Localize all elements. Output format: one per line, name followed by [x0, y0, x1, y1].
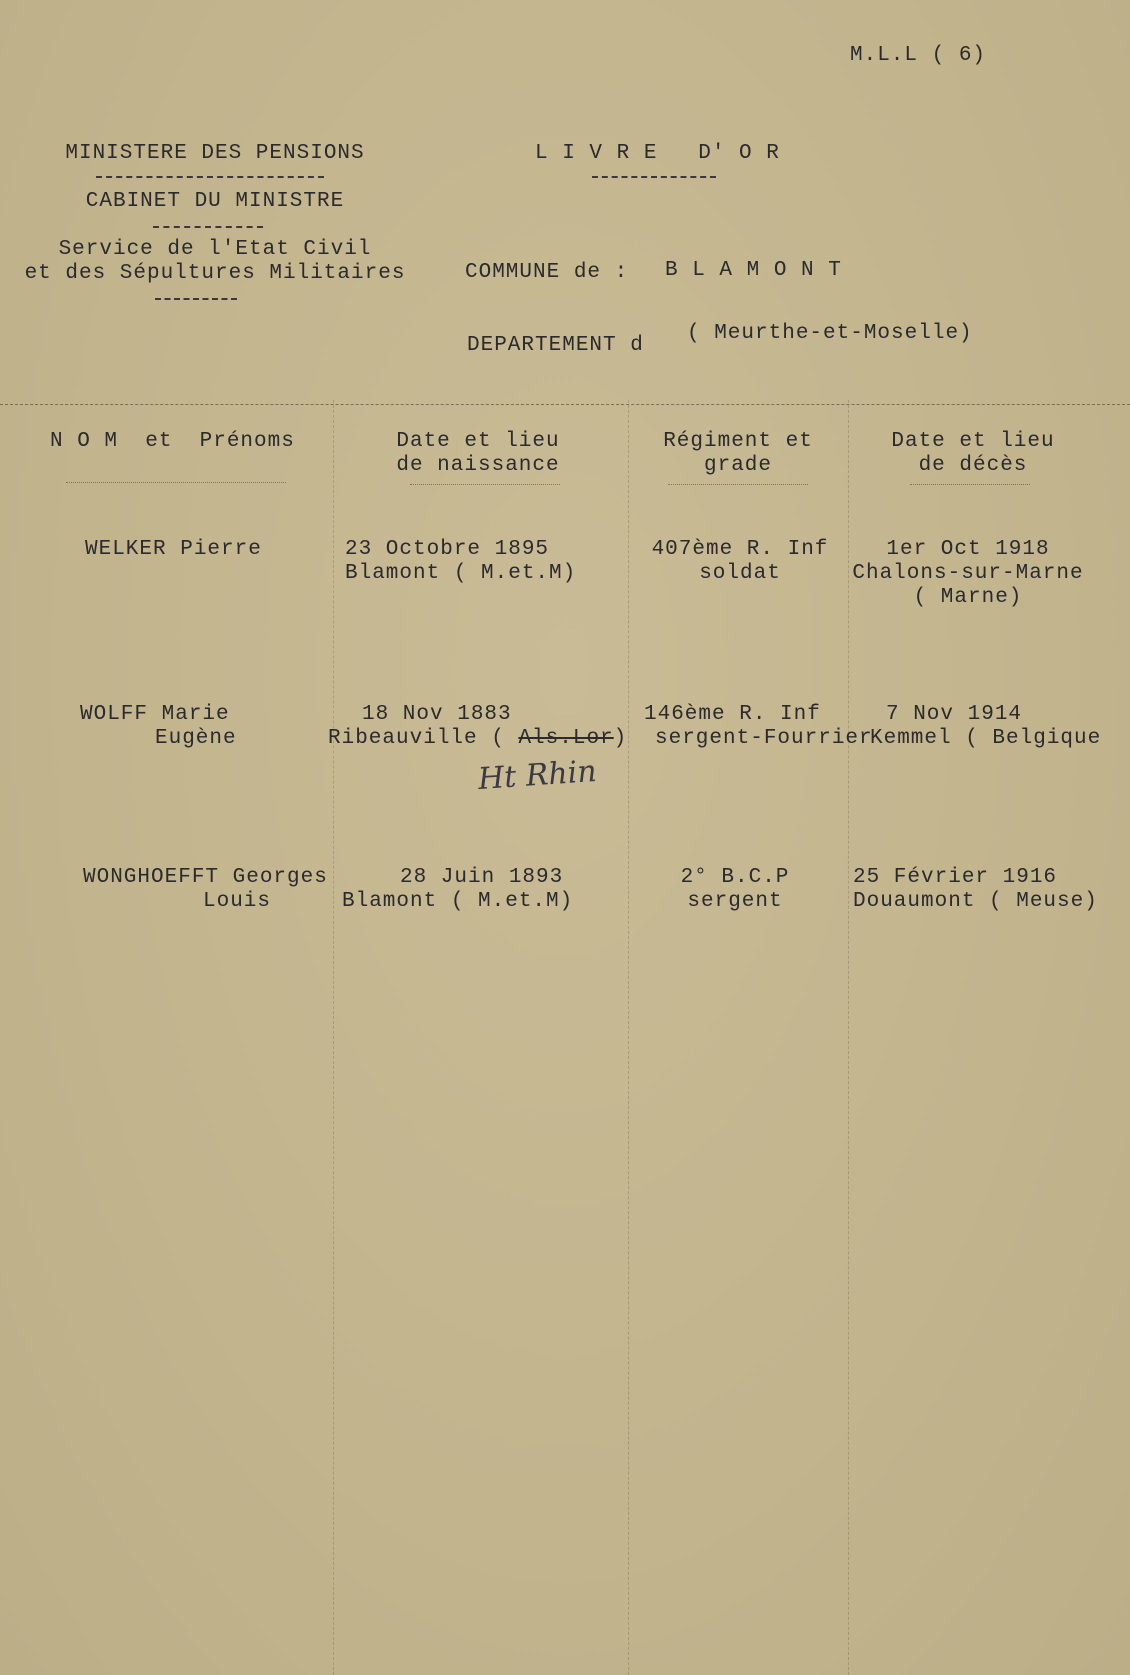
entry-2-name: WOLFF Marie	[80, 703, 230, 726]
commune-label: COMMUNE de :	[465, 261, 629, 284]
entry-3-birth-place: Blamont ( M.et.M)	[342, 890, 574, 913]
entry-3-name: WONGHOEFFT Georges	[83, 866, 328, 889]
column-divider-1	[333, 400, 334, 1675]
entry-3-birth-date: 28 Juin 1893	[400, 866, 564, 889]
entry-1-birth-place: Blamont ( M.et.M)	[345, 562, 577, 585]
header-underline	[410, 484, 560, 485]
divider	[153, 226, 263, 228]
book-title: L I V R E D' O R	[535, 142, 780, 165]
col-header-regiment-1: Régiment et	[663, 430, 813, 453]
entry-3-regiment: 2° B.C.P	[680, 866, 790, 889]
entry-2-birth-place-suffix: )	[613, 727, 628, 750]
entry-2-handwritten-correction: Ht Rhin	[476, 753, 598, 798]
entry-2-birth-date: 18 Nov 1883	[362, 703, 512, 726]
col-header-regiment-2: grade	[703, 454, 772, 477]
col-header-death-2: de décès	[918, 454, 1028, 477]
header-underline	[66, 482, 286, 483]
entry-2-death-date: 7 Nov 1914	[886, 703, 1023, 726]
col-header-death-1: Date et lieu	[891, 430, 1055, 453]
entry-3-given-name: Louis	[203, 890, 272, 913]
service-line-1: Service de l'Etat Civil	[58, 238, 372, 261]
departement-label: DEPARTEMENT d	[467, 334, 644, 357]
cabinet-title: CABINET DU MINISTRE	[85, 190, 345, 213]
header-underline	[668, 484, 808, 485]
header-underline	[910, 484, 1030, 485]
entry-3-grade: sergent	[687, 890, 783, 913]
entry-1-regiment: 407ème R. Inf	[651, 538, 829, 561]
service-line-2: et des Sépultures Militaires	[24, 262, 406, 285]
divider	[155, 298, 237, 300]
column-divider-3	[848, 400, 849, 1675]
header-separator-line	[0, 404, 1130, 405]
entry-2-birth-place-prefix: Ribeauville (	[328, 727, 519, 750]
commune-value: B L A M O N T	[665, 259, 842, 282]
entry-3-death-date: 25 Février 1916	[853, 866, 1058, 889]
document-reference: M.L.L ( 6)	[850, 44, 987, 67]
entry-2-given-name: Eugène	[155, 727, 237, 750]
entry-3-death-place: Douaumont ( Meuse)	[853, 890, 1098, 913]
entry-1-death-place: Chalons-sur-Marne	[852, 562, 1084, 585]
entry-1-grade: soldat	[699, 562, 781, 585]
col-header-birth-2: de naissance	[396, 454, 560, 477]
divider	[592, 176, 716, 178]
entry-2-grade: sergent-Fourrier	[655, 727, 873, 750]
col-header-birth-1: Date et lieu	[396, 430, 560, 453]
entry-1-birth-date: 23 Octobre 1895	[345, 538, 550, 561]
column-divider-2	[628, 400, 629, 1675]
entry-2-birth-place	[328, 727, 627, 750]
entry-1-death-region: ( Marne)	[913, 586, 1023, 609]
col-header-name: N O M et Prénoms	[50, 430, 295, 453]
entry-1-name: WELKER Pierre	[85, 538, 262, 561]
entry-2-regiment: 146ème R. Inf	[644, 703, 821, 726]
divider	[96, 176, 324, 178]
entry-2-death-place: Kemmel ( Belgique	[870, 727, 1102, 750]
entry-1-death-date: 1er Oct 1918	[886, 538, 1050, 561]
entry-2-birth-place-struck: Als.Lor	[518, 727, 614, 750]
ministry-title: MINISTERE DES PENSIONS	[65, 142, 365, 165]
departement-value: ( Meurthe-et-Moselle)	[687, 322, 973, 345]
